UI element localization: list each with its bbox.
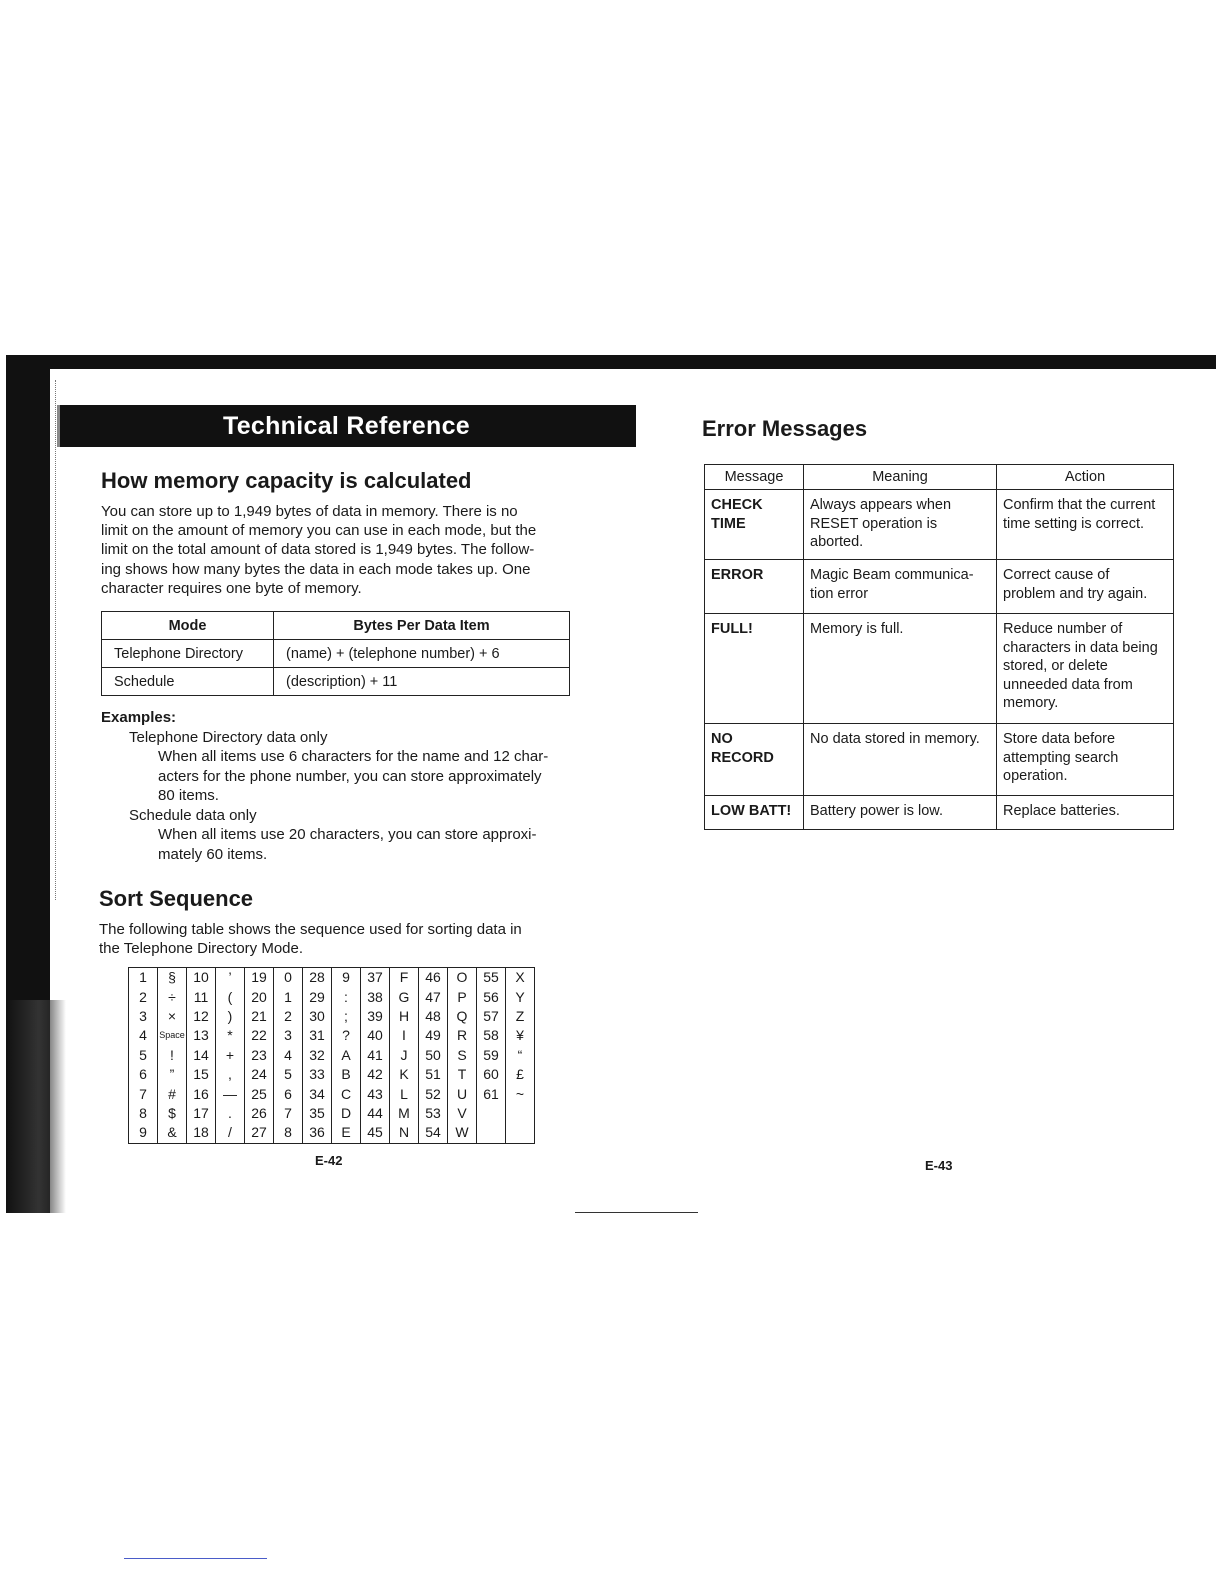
- cell-line: CHECK: [711, 497, 763, 513]
- table-cell: 45: [361, 1123, 390, 1143]
- table-cell: ”: [158, 1065, 187, 1084]
- cell-line: RECORD: [711, 749, 774, 766]
- table-cell: 1: [274, 987, 303, 1006]
- table-cell: P: [448, 987, 477, 1006]
- table-row: [129, 987, 535, 1006]
- table-row: [129, 968, 535, 988]
- table-cell: U: [448, 1084, 477, 1103]
- table-cell: X: [506, 968, 535, 988]
- table-cell: .: [216, 1104, 245, 1123]
- table-cell: /: [216, 1123, 245, 1143]
- error-action-cell: [997, 490, 1174, 560]
- table-cell: G: [390, 987, 419, 1006]
- memory-heading: How memory capacity is calculated: [101, 468, 472, 493]
- table-cell: 59: [477, 1046, 506, 1065]
- table-cell: ;: [332, 1007, 361, 1026]
- column-header-mode: Mode: [102, 612, 274, 640]
- table-row: [129, 1084, 535, 1103]
- table-cell: Schedule: [102, 668, 274, 696]
- table-cell: ×: [158, 1007, 187, 1026]
- table-cell: M: [390, 1104, 419, 1123]
- table-cell: 11: [187, 987, 216, 1006]
- table-cell: 41: [361, 1046, 390, 1065]
- examples-label: Examples:: [101, 709, 177, 726]
- cell-line: problem and try again.: [1003, 585, 1148, 602]
- example-line: When all items use 6 characters for the name and 12 char-: [158, 748, 549, 765]
- table-cell: (description) + 11: [274, 668, 570, 696]
- error-message-cell: [705, 560, 804, 614]
- table-cell: 46: [419, 968, 448, 988]
- error-messages-heading: Error Messages: [702, 416, 868, 441]
- cell-line: time setting is correct.: [1003, 515, 1145, 532]
- table-cell: D: [332, 1104, 361, 1123]
- table-row: [102, 668, 570, 696]
- memory-capacity-table: [101, 611, 570, 696]
- table-cell: W: [448, 1123, 477, 1143]
- table-cell: 26: [245, 1104, 274, 1123]
- table-row: [129, 1046, 535, 1065]
- example-title: Telephone Directory data only: [129, 728, 328, 746]
- table-cell: 15: [187, 1065, 216, 1084]
- banner-tick: [57, 405, 60, 457]
- table-cell: 8: [129, 1104, 158, 1123]
- error-messages-table: [704, 464, 1174, 830]
- scan-left-edge-fade: [6, 1000, 66, 1213]
- table-cell: T: [448, 1065, 477, 1084]
- table-cell: [506, 1104, 535, 1123]
- examples-block: [101, 708, 581, 864]
- cell-line: Magic Beam communica-: [810, 567, 974, 583]
- example-line: 80 items.: [158, 787, 219, 804]
- cell-line: FULL!: [711, 621, 753, 637]
- table-cell: 6: [274, 1084, 303, 1103]
- cell-line: stored, or delete: [1003, 658, 1108, 674]
- section-banner: [57, 405, 636, 447]
- scan-bottom-line: [124, 1558, 267, 1559]
- table-cell: 10: [187, 968, 216, 988]
- column-header-bytes: Bytes Per Data Item: [274, 612, 570, 640]
- cell-line: Correct cause of: [1003, 567, 1110, 583]
- cell-line: No data stored in memory.: [810, 731, 980, 747]
- table-cell: (: [216, 987, 245, 1006]
- cell-line: Reduce number of: [1003, 621, 1123, 637]
- cell-line: Store data before: [1003, 731, 1116, 747]
- table-row: [705, 614, 1174, 724]
- table-cell: 9: [129, 1123, 158, 1143]
- table-cell: 60: [477, 1065, 506, 1084]
- table-cell: I: [390, 1026, 419, 1045]
- table-cell: 47: [419, 987, 448, 1006]
- table-cell: 3: [274, 1026, 303, 1045]
- table-cell: 48: [419, 1007, 448, 1026]
- table-cell: [506, 1123, 535, 1143]
- cell-line: tion error: [810, 585, 869, 602]
- table-cell: 0: [274, 968, 303, 988]
- table-cell: 53: [419, 1104, 448, 1123]
- table-cell: ,: [216, 1065, 245, 1084]
- table-cell: 29: [303, 987, 332, 1006]
- table-cell: 7: [274, 1104, 303, 1123]
- table-cell: #: [158, 1084, 187, 1103]
- scan-bottom-line: [575, 1212, 698, 1213]
- table-cell: &: [158, 1123, 187, 1143]
- table-cell: 17: [187, 1104, 216, 1123]
- cell-line: characters in data being: [1003, 639, 1158, 656]
- table-cell: 44: [361, 1104, 390, 1123]
- table-cell: 7: [129, 1084, 158, 1103]
- text-line: limit on the amount of memory you can use in each mode, but the: [101, 522, 537, 540]
- cell-line: RESET operation is: [810, 515, 938, 532]
- table-cell: [477, 1104, 506, 1123]
- text-line: the Telephone Directory Mode.: [99, 940, 304, 958]
- table-row: [705, 560, 1174, 614]
- table-cell: $: [158, 1104, 187, 1123]
- cell-line: TIME: [711, 515, 746, 532]
- error-action-cell: [997, 614, 1174, 724]
- table-cell: H: [390, 1007, 419, 1026]
- table-row: [705, 490, 1174, 560]
- column-header-message: Message: [705, 465, 804, 490]
- table-cell: ÷: [158, 987, 187, 1006]
- table-cell: 5: [129, 1046, 158, 1065]
- table-cell: 56: [477, 987, 506, 1006]
- error-action-cell: [997, 560, 1174, 614]
- table-cell: 2: [129, 987, 158, 1006]
- sort-heading: Sort Sequence: [99, 886, 254, 911]
- cell-line: Battery power is low.: [810, 803, 943, 819]
- table-cell: ’: [216, 968, 245, 988]
- table-cell: +: [216, 1046, 245, 1065]
- table-cell: —: [216, 1084, 245, 1103]
- cell-line: NO: [711, 731, 733, 747]
- error-meaning-cell: [804, 614, 997, 724]
- table-cell: 36: [303, 1123, 332, 1143]
- table-row: [129, 1065, 535, 1084]
- table-cell: V: [448, 1104, 477, 1123]
- table-cell: 4: [274, 1046, 303, 1065]
- table-row: [705, 724, 1174, 796]
- table-cell: 25: [245, 1084, 274, 1103]
- table-cell: !: [158, 1046, 187, 1065]
- table-cell: 50: [419, 1046, 448, 1065]
- table-cell: J: [390, 1046, 419, 1065]
- table-cell: Q: [448, 1007, 477, 1026]
- table-row: [129, 1123, 535, 1143]
- text-line: ing shows how many bytes the data in each mode takes up. One: [101, 560, 531, 578]
- cell-line: memory.: [1003, 695, 1059, 711]
- sort-paragraph: [99, 920, 579, 958]
- table-cell: L: [390, 1084, 419, 1103]
- cell-line: Confirm that the current: [1003, 497, 1156, 513]
- table-cell: 31: [303, 1026, 332, 1045]
- table-cell: F: [390, 968, 419, 988]
- error-meaning-cell: [804, 560, 997, 614]
- cell-line: LOW BATT!: [711, 803, 792, 819]
- table-cell: 39: [361, 1007, 390, 1026]
- table-row: [129, 1104, 535, 1123]
- table-cell: Y: [506, 987, 535, 1006]
- table-cell: Space: [158, 1026, 187, 1045]
- cell-line: Memory is full.: [810, 621, 904, 637]
- table-cell: 23: [245, 1046, 274, 1065]
- table-cell: 52: [419, 1084, 448, 1103]
- cell-line: aborted.: [810, 534, 864, 550]
- table-cell: 30: [303, 1007, 332, 1026]
- table-cell: 19: [245, 968, 274, 988]
- error-action-cell: [997, 796, 1174, 830]
- table-cell: 9: [332, 968, 361, 988]
- table-cell: 3: [129, 1007, 158, 1026]
- table-cell: 22: [245, 1026, 274, 1045]
- table-cell: N: [390, 1123, 419, 1143]
- table-cell: ): [216, 1007, 245, 1026]
- table-row: [705, 796, 1174, 830]
- table-cell: 2: [274, 1007, 303, 1026]
- column-header-meaning: Meaning: [804, 465, 997, 490]
- example-line: When all items use 20 characters, you can store approxi-: [158, 826, 537, 843]
- error-message-cell: [705, 724, 804, 796]
- text-line: You can store up to 1,949 bytes of data in memory. There is no: [101, 503, 518, 520]
- table-cell: E: [332, 1123, 361, 1143]
- table-cell: 58: [477, 1026, 506, 1045]
- table-cell: 40: [361, 1026, 390, 1045]
- example-line: mately 60 items.: [158, 845, 268, 863]
- table-cell: £: [506, 1065, 535, 1084]
- table-cell: 12: [187, 1007, 216, 1026]
- table-cell: 42: [361, 1065, 390, 1084]
- table-row: [129, 1007, 535, 1026]
- table-cell: 20: [245, 987, 274, 1006]
- scan-dotted-marks: [55, 380, 70, 900]
- table-cell: *: [216, 1026, 245, 1045]
- table-cell: ?: [332, 1026, 361, 1045]
- memory-paragraph: [101, 502, 576, 598]
- table-cell: 33: [303, 1065, 332, 1084]
- table-cell: (name) + (telephone number) + 6: [274, 640, 570, 668]
- cell-line: Always appears when: [810, 497, 952, 513]
- table-cell: :: [332, 987, 361, 1006]
- table-cell: 5: [274, 1065, 303, 1084]
- cell-line: attempting search: [1003, 749, 1119, 766]
- section-banner-title: Technical Reference: [222, 411, 470, 440]
- table-cell: [477, 1123, 506, 1143]
- error-action-cell: [997, 724, 1174, 796]
- table-cell: 4: [129, 1026, 158, 1045]
- table-cell: Telephone Directory: [102, 640, 274, 668]
- text-line: The following table shows the sequence used for sorting data in: [99, 921, 522, 938]
- table-cell: K: [390, 1065, 419, 1084]
- sort-sequence-table: [128, 967, 535, 1144]
- table-cell: 1: [129, 968, 158, 988]
- table-cell: 54: [419, 1123, 448, 1143]
- table-cell: 13: [187, 1026, 216, 1045]
- error-meaning-cell: [804, 490, 997, 560]
- table-cell: 16: [187, 1084, 216, 1103]
- table-cell: 34: [303, 1084, 332, 1103]
- table-cell: Z: [506, 1007, 535, 1026]
- table-row: [102, 640, 570, 668]
- text-line: character requires one byte of memory.: [101, 579, 362, 597]
- table-cell: B: [332, 1065, 361, 1084]
- table-cell: 18: [187, 1123, 216, 1143]
- table-cell: 38: [361, 987, 390, 1006]
- table-cell: 6: [129, 1065, 158, 1084]
- example-title: Schedule data only: [129, 806, 257, 824]
- table-cell: 43: [361, 1084, 390, 1103]
- cell-line: operation.: [1003, 768, 1068, 784]
- table-cell: 61: [477, 1084, 506, 1103]
- text-line: limit on the total amount of data stored is 1,949 bytes. The follow-: [101, 541, 535, 559]
- table-cell: 32: [303, 1046, 332, 1065]
- page-number-right: E-43: [925, 1158, 953, 1173]
- table-cell: §: [158, 968, 187, 988]
- table-cell: C: [332, 1084, 361, 1103]
- table-cell: 57: [477, 1007, 506, 1026]
- table-cell: “: [506, 1046, 535, 1065]
- page-number-left: E-42: [315, 1153, 343, 1168]
- table-header-row: [705, 465, 1174, 490]
- error-message-cell: [705, 614, 804, 724]
- table-cell: ¥: [506, 1026, 535, 1045]
- table-cell: 55: [477, 968, 506, 988]
- error-message-cell: [705, 796, 804, 830]
- table-row: [129, 1026, 535, 1045]
- cell-line: unneeded data from: [1003, 676, 1133, 693]
- table-cell: 24: [245, 1065, 274, 1084]
- table-cell: 8: [274, 1123, 303, 1143]
- table-cell: O: [448, 968, 477, 988]
- table-cell: 28: [303, 968, 332, 988]
- example-line: acters for the phone number, you can store approximately: [158, 767, 542, 785]
- table-cell: 37: [361, 968, 390, 988]
- cell-line: ERROR: [711, 567, 764, 583]
- table-cell: 49: [419, 1026, 448, 1045]
- column-header-action: Action: [997, 465, 1174, 490]
- error-meaning-cell: [804, 796, 997, 830]
- table-cell: 51: [419, 1065, 448, 1084]
- table-cell: S: [448, 1046, 477, 1065]
- table-cell: 35: [303, 1104, 332, 1123]
- table-header-row: [102, 612, 570, 640]
- table-cell: 21: [245, 1007, 274, 1026]
- table-cell: 14: [187, 1046, 216, 1065]
- error-meaning-cell: [804, 724, 997, 796]
- table-cell: 27: [245, 1123, 274, 1143]
- cell-line: Replace batteries.: [1003, 803, 1120, 819]
- scan-top-rule: [6, 355, 1216, 369]
- error-message-cell: [705, 490, 804, 560]
- table-cell: ~: [506, 1084, 535, 1103]
- table-cell: R: [448, 1026, 477, 1045]
- table-cell: A: [332, 1046, 361, 1065]
